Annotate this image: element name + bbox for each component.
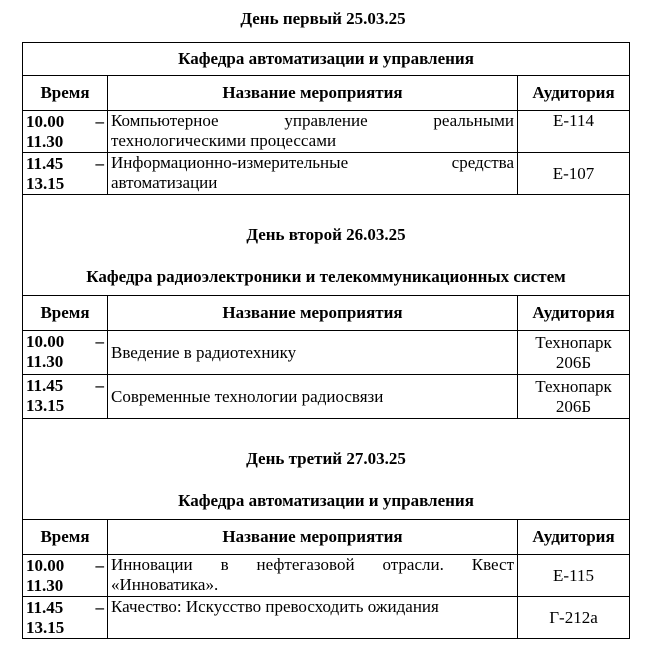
schedule-table xyxy=(22,42,630,639)
event-name: Информационно-измерительные средства автоматизации xyxy=(108,153,518,195)
room-cell: Е-115 xyxy=(518,555,630,597)
event-name: Введение в радиотехнику xyxy=(108,331,518,375)
room-cell: Е-107 xyxy=(518,153,630,195)
room-cell: Технопарк 206Б xyxy=(518,331,630,375)
day1-title: День первый 25.03.25 xyxy=(240,9,406,28)
department-name: Кафедра автоматизации и управления xyxy=(178,491,474,510)
header-name: Название мероприятия xyxy=(108,296,518,331)
header-row xyxy=(23,76,630,111)
header-time: Время xyxy=(23,520,108,555)
department-row xyxy=(23,43,630,76)
time-cell: 11.45 – 13.15 xyxy=(23,597,108,639)
department-name: Кафедра автоматизации и управления xyxy=(23,43,630,76)
time-cell: 11.45 – 13.15 xyxy=(23,153,108,195)
table-row xyxy=(23,375,630,419)
room-cell: Г-212а xyxy=(518,597,630,639)
time-cell: 11.45 – 13.15 xyxy=(23,375,108,419)
header-row xyxy=(23,296,630,331)
room-cell: Технопарк 206Б xyxy=(518,375,630,419)
time-cell: 10.00 – 11.30 xyxy=(23,555,108,597)
table-row xyxy=(23,555,630,597)
header-row xyxy=(23,520,630,555)
event-name: Качество: Искусство превосходить ожидания xyxy=(108,597,518,639)
day-section xyxy=(23,195,630,296)
table-row xyxy=(23,111,630,153)
header-time: Время xyxy=(23,76,108,111)
header-name: Название мероприятия xyxy=(108,76,518,111)
day2-title: День второй 26.03.25 xyxy=(246,225,406,244)
table-row xyxy=(23,597,630,639)
day-section xyxy=(23,419,630,520)
table-row xyxy=(23,331,630,375)
header-room: Аудитория xyxy=(518,520,630,555)
event-name: Компьютерное управление реальными технологическими процессами xyxy=(108,111,518,153)
header-room: Аудитория xyxy=(518,296,630,331)
time-cell: 10.00 – 11.30 xyxy=(23,331,108,375)
day3-title: День третий 27.03.25 xyxy=(246,449,406,468)
event-name: Современные технологии радиосвязи xyxy=(108,375,518,419)
time-cell: 10.00 – 11.30 xyxy=(23,111,108,153)
event-name: Инновации в нефтегазовой отрасли. Квест «Инноватика». xyxy=(108,555,518,597)
room-cell: Е-114 xyxy=(518,111,630,153)
header-room: Аудитория xyxy=(518,76,630,111)
table-row xyxy=(23,153,630,195)
header-name: Название мероприятия xyxy=(108,520,518,555)
header-time: Время xyxy=(23,296,108,331)
department-name: Кафедра радиоэлектроники и телекоммуникационных систем xyxy=(86,267,566,286)
